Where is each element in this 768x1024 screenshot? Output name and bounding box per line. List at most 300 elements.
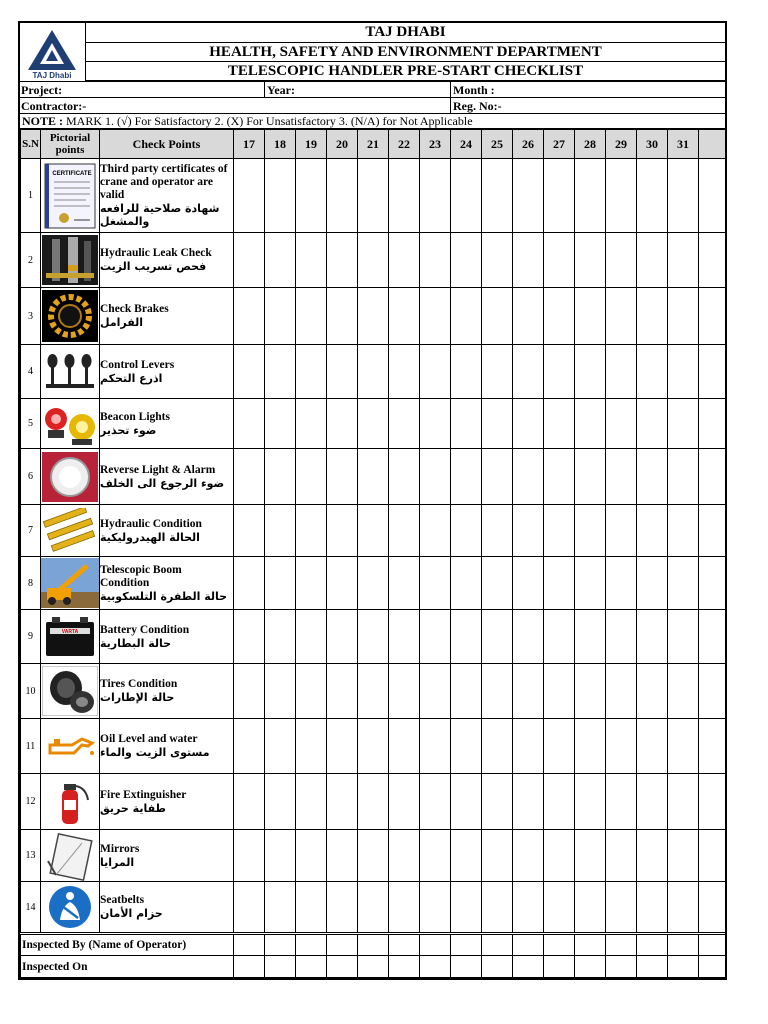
day-check-cell[interactable] (420, 159, 451, 233)
note-row (20, 114, 725, 129)
day-check-cell[interactable] (575, 159, 606, 233)
day-check-cell[interactable] (668, 557, 699, 610)
day-check-cell[interactable] (451, 505, 482, 557)
day-check-cell[interactable] (606, 505, 637, 557)
day-check-cell[interactable] (358, 774, 389, 830)
day-check-cell[interactable] (668, 664, 699, 719)
day-check-cell[interactable] (327, 774, 358, 830)
day-check-cell[interactable] (668, 288, 699, 345)
footer-entry-cell[interactable] (296, 934, 327, 956)
check-point-arabic: اذرع التحكم (100, 371, 163, 385)
day-check-cell[interactable] (296, 664, 327, 719)
day-check-cell[interactable] (637, 664, 668, 719)
day-check-cell[interactable] (513, 557, 544, 610)
day-check-cell[interactable] (327, 882, 358, 934)
day-check-cell[interactable] (389, 399, 420, 449)
day-check-cell[interactable] (513, 399, 544, 449)
day-check-cell[interactable] (420, 774, 451, 830)
day-check-cell[interactable] (544, 159, 575, 233)
day-check-cell[interactable] (513, 159, 544, 233)
contractor-field[interactable]: Contractor:- (21, 99, 87, 113)
day-check-cell[interactable] (234, 233, 265, 288)
day-check-cell[interactable] (544, 233, 575, 288)
day-check-cell[interactable] (699, 288, 726, 345)
day-check-cell[interactable] (668, 505, 699, 557)
day-check-cell[interactable] (637, 557, 668, 610)
day-check-cell[interactable] (234, 557, 265, 610)
checklist-row (21, 882, 726, 934)
day-check-cell[interactable] (668, 233, 699, 288)
day-check-cell[interactable] (482, 774, 513, 830)
day-check-cell[interactable] (296, 882, 327, 934)
day-check-cell[interactable] (389, 505, 420, 557)
day-check-cell[interactable] (668, 719, 699, 774)
footer-entry-cell[interactable] (296, 956, 327, 978)
day-check-cell[interactable] (544, 505, 575, 557)
day-check-cell[interactable] (513, 774, 544, 830)
day-check-cell[interactable] (513, 233, 544, 288)
footer-entry-cell[interactable] (358, 934, 389, 956)
day-check-cell[interactable] (420, 610, 451, 664)
day-check-cell[interactable] (327, 505, 358, 557)
day-column-header: 26 (513, 130, 544, 159)
day-check-cell[interactable] (668, 159, 699, 233)
day-check-cell[interactable] (606, 830, 637, 882)
day-check-cell[interactable] (544, 664, 575, 719)
day-check-cell[interactable] (451, 399, 482, 449)
seatbelt-icon (41, 882, 100, 934)
day-check-cell[interactable] (513, 288, 544, 345)
day-check-cell[interactable] (668, 449, 699, 505)
day-check-cell[interactable] (637, 288, 668, 345)
day-check-cell[interactable] (389, 610, 420, 664)
day-check-cell[interactable] (296, 610, 327, 664)
day-check-cell[interactable] (234, 505, 265, 557)
day-check-cell[interactable] (265, 557, 296, 610)
day-check-cell[interactable] (265, 159, 296, 233)
day-check-cell[interactable] (265, 345, 296, 399)
contractor-row (20, 98, 725, 114)
footer-entry-cell[interactable] (606, 934, 637, 956)
tires-icon (41, 664, 100, 719)
day-check-cell[interactable] (420, 557, 451, 610)
day-check-cell[interactable] (544, 557, 575, 610)
day-check-cell[interactable] (265, 719, 296, 774)
day-check-cell[interactable] (544, 288, 575, 345)
day-check-cell[interactable] (420, 505, 451, 557)
day-check-cell[interactable] (327, 610, 358, 664)
day-check-cell[interactable] (637, 882, 668, 934)
day-check-cell[interactable] (296, 399, 327, 449)
day-check-cell[interactable] (637, 159, 668, 233)
day-check-cell[interactable] (265, 774, 296, 830)
day-check-cell[interactable] (327, 399, 358, 449)
day-check-cell[interactable] (606, 664, 637, 719)
day-check-cell[interactable] (668, 345, 699, 399)
day-check-cell[interactable] (606, 774, 637, 830)
day-check-cell[interactable] (699, 882, 726, 934)
day-check-cell[interactable] (296, 345, 327, 399)
day-check-cell[interactable] (358, 288, 389, 345)
day-check-cell[interactable] (358, 345, 389, 399)
col-sn-header: S.N (21, 130, 41, 159)
footer-entry-cell[interactable] (482, 934, 513, 956)
day-check-cell[interactable] (420, 399, 451, 449)
footer-entry-cell[interactable] (451, 934, 482, 956)
day-check-cell[interactable] (637, 505, 668, 557)
footer-entry-cell[interactable] (234, 934, 265, 956)
reg-no-field[interactable]: Reg. No:- (453, 99, 502, 113)
check-point-arabic: ضوء الرجوع الى الخلف (100, 476, 225, 490)
check-point-arabic: ضوء تحذير (100, 423, 157, 437)
row-serial-number: 3 (21, 288, 41, 345)
day-check-cell[interactable] (265, 505, 296, 557)
footer-entry-cell[interactable] (606, 956, 637, 978)
day-check-cell[interactable] (389, 830, 420, 882)
battery-icon (41, 610, 100, 664)
day-check-cell[interactable] (451, 719, 482, 774)
day-check-cell[interactable] (637, 774, 668, 830)
day-check-cell[interactable] (234, 610, 265, 664)
day-check-cell[interactable] (389, 882, 420, 934)
day-check-cell[interactable] (265, 288, 296, 345)
day-check-cell[interactable] (234, 774, 265, 830)
day-check-cell[interactable] (296, 830, 327, 882)
day-check-cell[interactable] (389, 557, 420, 610)
day-check-cell[interactable] (327, 449, 358, 505)
day-check-cell[interactable] (451, 557, 482, 610)
footer-entry-cell[interactable] (482, 956, 513, 978)
day-check-cell[interactable] (544, 449, 575, 505)
footer-entry-cell[interactable] (234, 956, 265, 978)
footer-entry-cell[interactable] (358, 956, 389, 978)
day-check-cell[interactable] (358, 610, 389, 664)
day-check-cell[interactable] (389, 449, 420, 505)
day-check-cell[interactable] (327, 345, 358, 399)
day-check-cell[interactable] (420, 664, 451, 719)
day-check-cell[interactable] (606, 345, 637, 399)
day-check-cell[interactable] (389, 345, 420, 399)
day-check-cell[interactable] (575, 610, 606, 664)
day-check-cell[interactable] (234, 345, 265, 399)
footer-entry-cell[interactable] (327, 934, 358, 956)
check-point-cell (100, 610, 234, 664)
checklist-row (21, 557, 726, 610)
day-check-cell[interactable] (296, 505, 327, 557)
checklist-title: TELESCOPIC HANDLER PRE-START CHECKLIST (227, 63, 584, 79)
footer-entry-cell[interactable] (389, 934, 420, 956)
day-check-cell[interactable] (699, 505, 726, 557)
day-check-cell[interactable] (296, 159, 327, 233)
day-check-cell[interactable] (296, 233, 327, 288)
footer-entry-cell[interactable] (451, 956, 482, 978)
day-check-cell[interactable] (234, 882, 265, 934)
day-check-cell[interactable] (358, 233, 389, 288)
day-check-cell[interactable] (265, 233, 296, 288)
day-check-cell[interactable] (699, 830, 726, 882)
day-check-cell[interactable] (544, 882, 575, 934)
footer-entry-cell[interactable] (265, 956, 296, 978)
day-check-cell[interactable] (544, 345, 575, 399)
check-point-english: Beacon Lights (100, 410, 170, 423)
day-check-cell[interactable] (420, 449, 451, 505)
day-check-cell[interactable] (420, 882, 451, 934)
day-check-cell[interactable] (544, 774, 575, 830)
day-check-cell[interactable] (637, 830, 668, 882)
day-check-cell[interactable] (296, 774, 327, 830)
day-check-cell[interactable] (699, 449, 726, 505)
day-check-cell[interactable] (699, 557, 726, 610)
day-check-cell[interactable] (451, 830, 482, 882)
day-check-cell[interactable] (265, 882, 296, 934)
day-check-cell[interactable] (234, 399, 265, 449)
day-check-cell[interactable] (544, 399, 575, 449)
day-check-cell[interactable] (482, 664, 513, 719)
row-serial-number: 12 (21, 774, 41, 830)
footer-entry-cell[interactable] (637, 934, 668, 956)
day-check-cell[interactable] (482, 399, 513, 449)
col-pictorial-header: Pictorial points (41, 130, 100, 159)
footer-entry-cell[interactable] (668, 956, 699, 978)
day-check-cell[interactable] (358, 830, 389, 882)
day-check-cell[interactable] (265, 664, 296, 719)
day-column-header: 25 (482, 130, 513, 159)
day-check-cell[interactable] (296, 557, 327, 610)
day-check-cell[interactable] (358, 449, 389, 505)
day-check-cell[interactable] (513, 449, 544, 505)
check-point-english: Mirrors (100, 842, 140, 855)
day-check-cell[interactable] (358, 557, 389, 610)
day-check-cell[interactable] (358, 159, 389, 233)
day-check-cell[interactable] (265, 830, 296, 882)
day-check-cell[interactable] (482, 288, 513, 345)
day-check-cell[interactable] (637, 610, 668, 664)
footer-entry-cell[interactable] (699, 934, 726, 956)
day-check-cell[interactable] (389, 233, 420, 288)
footer-entry-cell[interactable] (513, 956, 544, 978)
day-check-cell[interactable] (482, 882, 513, 934)
row-serial-number: 7 (21, 505, 41, 557)
taj-dhabi-logo-icon (20, 23, 84, 81)
footer-entry-cell[interactable] (575, 934, 606, 956)
day-check-cell[interactable] (296, 719, 327, 774)
day-check-cell[interactable] (606, 233, 637, 288)
day-check-cell[interactable] (420, 233, 451, 288)
day-check-cell[interactable] (575, 557, 606, 610)
day-check-cell[interactable] (482, 719, 513, 774)
day-check-cell[interactable] (327, 159, 358, 233)
footer-entry-cell[interactable] (389, 956, 420, 978)
footer-entry-cell[interactable] (637, 956, 668, 978)
day-check-cell[interactable] (637, 345, 668, 399)
day-check-cell[interactable] (544, 719, 575, 774)
checklist-row (21, 610, 726, 664)
day-column-header: 31 (668, 130, 699, 159)
footer-entry-cell[interactable] (327, 956, 358, 978)
day-check-cell[interactable] (265, 399, 296, 449)
day-check-cell[interactable] (699, 610, 726, 664)
day-check-cell[interactable] (420, 830, 451, 882)
day-check-cell[interactable] (637, 719, 668, 774)
day-check-cell[interactable] (513, 610, 544, 664)
day-check-cell[interactable] (699, 233, 726, 288)
day-check-cell[interactable] (575, 233, 606, 288)
footer-entry-cell[interactable] (513, 934, 544, 956)
day-check-cell[interactable] (606, 449, 637, 505)
footer-entry-cell[interactable] (544, 934, 575, 956)
day-check-cell[interactable] (575, 882, 606, 934)
day-check-cell[interactable] (699, 664, 726, 719)
day-check-cell[interactable] (699, 345, 726, 399)
day-check-cell[interactable] (389, 159, 420, 233)
check-point-english: Control Levers (100, 358, 175, 371)
day-check-cell[interactable] (668, 774, 699, 830)
checklist-row (21, 233, 726, 288)
day-check-cell[interactable] (575, 719, 606, 774)
checklist-row (21, 505, 726, 557)
day-check-cell[interactable] (668, 399, 699, 449)
day-check-cell[interactable] (389, 664, 420, 719)
project-field[interactable]: Project: (21, 83, 63, 97)
day-check-cell[interactable] (606, 882, 637, 934)
day-check-cell[interactable] (637, 399, 668, 449)
day-check-cell[interactable] (544, 610, 575, 664)
day-check-cell[interactable] (513, 664, 544, 719)
footer-entry-cell[interactable] (420, 956, 451, 978)
day-check-cell[interactable] (234, 288, 265, 345)
col-checkpoints-header: Check Points (100, 130, 234, 159)
day-check-cell[interactable] (575, 288, 606, 345)
day-check-cell[interactable] (358, 882, 389, 934)
day-check-cell[interactable] (606, 399, 637, 449)
day-check-cell[interactable] (451, 449, 482, 505)
day-column-header: 28 (575, 130, 606, 159)
day-check-cell[interactable] (699, 159, 726, 233)
day-check-cell[interactable] (358, 399, 389, 449)
day-check-cell[interactable] (482, 557, 513, 610)
company-name: TAJ DHABI (365, 24, 446, 40)
year-field[interactable]: Year: (267, 83, 295, 97)
check-point-english: Reverse Light & Alarm (100, 463, 216, 476)
day-check-cell[interactable] (451, 288, 482, 345)
check-point-cell (100, 288, 234, 345)
day-check-cell[interactable] (327, 830, 358, 882)
footer-entry-cell[interactable] (575, 956, 606, 978)
day-check-cell[interactable] (575, 345, 606, 399)
day-check-cell[interactable] (637, 233, 668, 288)
day-check-cell[interactable] (327, 288, 358, 345)
row-serial-number: 14 (21, 882, 41, 934)
day-check-cell[interactable] (389, 719, 420, 774)
day-check-cell[interactable] (606, 159, 637, 233)
day-check-cell[interactable] (606, 557, 637, 610)
day-check-cell[interactable] (482, 830, 513, 882)
day-check-cell[interactable] (482, 449, 513, 505)
day-check-cell[interactable] (575, 664, 606, 719)
day-check-cell[interactable] (575, 774, 606, 830)
day-check-cell[interactable] (451, 159, 482, 233)
day-check-cell[interactable] (668, 882, 699, 934)
day-check-cell[interactable] (482, 233, 513, 288)
day-check-cell[interactable] (513, 719, 544, 774)
day-check-cell[interactable] (513, 505, 544, 557)
day-check-cell[interactable] (451, 664, 482, 719)
day-check-cell[interactable] (234, 159, 265, 233)
footer-entry-cell[interactable] (420, 934, 451, 956)
day-check-cell[interactable] (327, 719, 358, 774)
day-check-cell[interactable] (699, 399, 726, 449)
day-check-cell[interactable] (513, 345, 544, 399)
day-check-cell[interactable] (389, 288, 420, 345)
day-check-cell[interactable] (358, 664, 389, 719)
day-check-cell[interactable] (544, 830, 575, 882)
day-check-cell[interactable] (234, 449, 265, 505)
day-check-cell[interactable] (327, 233, 358, 288)
day-check-cell[interactable] (513, 882, 544, 934)
day-check-cell[interactable] (451, 233, 482, 288)
day-check-cell[interactable] (296, 449, 327, 505)
day-check-cell[interactable] (265, 449, 296, 505)
day-column-header: 24 (451, 130, 482, 159)
row-serial-number: 4 (21, 345, 41, 399)
day-check-cell[interactable] (451, 774, 482, 830)
check-point-cell (100, 505, 234, 557)
footer-entry-cell[interactable] (265, 934, 296, 956)
day-check-cell[interactable] (606, 719, 637, 774)
day-check-cell[interactable] (420, 719, 451, 774)
day-check-cell[interactable] (327, 664, 358, 719)
day-check-cell[interactable] (668, 830, 699, 882)
day-check-cell[interactable] (389, 774, 420, 830)
day-check-cell[interactable] (482, 505, 513, 557)
day-check-cell[interactable] (575, 399, 606, 449)
day-check-cell[interactable] (668, 610, 699, 664)
day-check-cell[interactable] (420, 288, 451, 345)
footer-entry-cell[interactable] (668, 934, 699, 956)
day-check-cell[interactable] (451, 882, 482, 934)
day-check-cell[interactable] (482, 159, 513, 233)
day-check-cell[interactable] (575, 449, 606, 505)
day-check-cell[interactable] (327, 557, 358, 610)
day-check-cell[interactable] (451, 345, 482, 399)
day-check-cell[interactable] (637, 449, 668, 505)
footer-entry-cell[interactable] (544, 956, 575, 978)
month-field[interactable]: Month : (453, 83, 495, 97)
day-check-cell[interactable] (234, 830, 265, 882)
footer-entry-cell[interactable] (699, 956, 726, 978)
day-check-cell[interactable] (451, 610, 482, 664)
day-check-cell[interactable] (234, 719, 265, 774)
day-check-cell[interactable] (265, 610, 296, 664)
day-check-cell[interactable] (699, 719, 726, 774)
check-point-arabic: شهادة صلاحية للرافعه والمشغل (100, 202, 220, 228)
day-check-cell[interactable] (234, 664, 265, 719)
day-check-cell[interactable] (699, 774, 726, 830)
day-check-cell[interactable] (575, 505, 606, 557)
day-check-cell[interactable] (606, 610, 637, 664)
day-check-cell[interactable] (420, 345, 451, 399)
day-check-cell[interactable] (482, 610, 513, 664)
check-point-cell (100, 345, 234, 399)
day-check-cell[interactable] (606, 288, 637, 345)
day-check-cell[interactable] (513, 830, 544, 882)
day-check-cell[interactable] (575, 830, 606, 882)
day-check-cell[interactable] (482, 345, 513, 399)
day-check-cell[interactable] (358, 505, 389, 557)
day-check-cell[interactable] (358, 719, 389, 774)
telescopic-boom-icon (41, 557, 100, 610)
day-check-cell[interactable] (296, 288, 327, 345)
